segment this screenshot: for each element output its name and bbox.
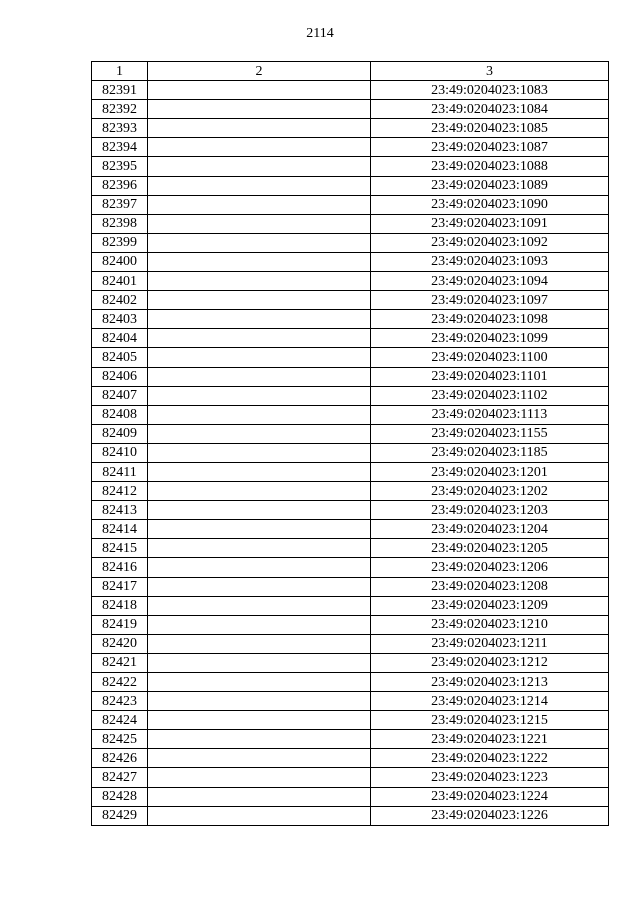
table-row (92, 386, 609, 405)
row-number-cell: 82395 (92, 157, 148, 176)
cadastral-number-cell: 23:49:0204023:1091 (371, 214, 609, 233)
row-number-cell: 82409 (92, 424, 148, 443)
cadastral-number-cell: 23:49:0204023:1113 (371, 405, 609, 424)
row-number-cell: 82407 (92, 386, 148, 405)
row-number-cell: 82429 (92, 806, 148, 825)
cadastral-number-cell: 23:49:0204023:1102 (371, 386, 609, 405)
table-row (92, 310, 609, 329)
row-empty-cell (148, 673, 371, 692)
table-row (92, 367, 609, 386)
table-row (92, 119, 609, 138)
row-empty-cell (148, 176, 371, 195)
row-number-cell: 82427 (92, 768, 148, 787)
table-row (92, 329, 609, 348)
row-empty-cell (148, 310, 371, 329)
cadastral-number-cell: 23:49:0204023:1214 (371, 692, 609, 711)
row-number-cell: 82399 (92, 233, 148, 252)
table-row (92, 653, 609, 672)
row-empty-cell (148, 787, 371, 806)
cadastral-number-cell: 23:49:0204023:1224 (371, 787, 609, 806)
table-row (92, 81, 609, 100)
row-number-cell: 82393 (92, 119, 148, 138)
row-number-cell: 82402 (92, 291, 148, 310)
table-body (92, 81, 609, 826)
cadastral-number-cell: 23:49:0204023:1202 (371, 482, 609, 501)
row-empty-cell (148, 424, 371, 443)
row-number-cell: 82425 (92, 730, 148, 749)
row-empty-cell (148, 252, 371, 271)
row-empty-cell (148, 100, 371, 119)
cadastral-number-cell: 23:49:0204023:1205 (371, 539, 609, 558)
table-row (92, 673, 609, 692)
table-row (92, 596, 609, 615)
table-row (92, 138, 609, 157)
table-row (92, 214, 609, 233)
row-number-cell: 82419 (92, 615, 148, 634)
table-row (92, 233, 609, 252)
table-row (92, 405, 609, 424)
cadastral-number-cell: 23:49:0204023:1204 (371, 520, 609, 539)
table-row (92, 462, 609, 481)
registry-table (91, 61, 609, 826)
table-row (92, 558, 609, 577)
row-number-cell: 82420 (92, 634, 148, 653)
cadastral-number-cell: 23:49:0204023:1092 (371, 233, 609, 252)
row-empty-cell (148, 443, 371, 462)
row-empty-cell (148, 348, 371, 367)
row-number-cell: 82424 (92, 711, 148, 730)
table-row (92, 520, 609, 539)
row-empty-cell (148, 386, 371, 405)
table-row (92, 768, 609, 787)
row-number-cell: 82398 (92, 214, 148, 233)
row-empty-cell (148, 233, 371, 252)
row-empty-cell (148, 806, 371, 825)
row-number-cell: 82406 (92, 367, 148, 386)
row-empty-cell (148, 501, 371, 520)
cadastral-number-cell: 23:49:0204023:1203 (371, 501, 609, 520)
row-empty-cell (148, 329, 371, 348)
header-cell-2: 2 (148, 62, 371, 81)
row-empty-cell (148, 730, 371, 749)
row-number-cell: 82408 (92, 405, 148, 424)
row-empty-cell (148, 596, 371, 615)
row-empty-cell (148, 768, 371, 787)
cadastral-number-cell: 23:49:0204023:1206 (371, 558, 609, 577)
cadastral-number-cell: 23:49:0204023:1226 (371, 806, 609, 825)
table-row (92, 692, 609, 711)
cadastral-number-cell: 23:49:0204023:1211 (371, 634, 609, 653)
cadastral-number-cell: 23:49:0204023:1099 (371, 329, 609, 348)
table-row (92, 272, 609, 291)
cadastral-number-cell: 23:49:0204023:1209 (371, 596, 609, 615)
table-row (92, 634, 609, 653)
row-number-cell: 82422 (92, 673, 148, 692)
table-header (92, 62, 609, 81)
cadastral-number-cell: 23:49:0204023:1090 (371, 195, 609, 214)
table-row (92, 711, 609, 730)
row-empty-cell (148, 482, 371, 501)
row-empty-cell (148, 615, 371, 634)
cadastral-number-cell: 23:49:0204023:1094 (371, 272, 609, 291)
row-empty-cell (148, 520, 371, 539)
table-row (92, 787, 609, 806)
page-number: 2114 (306, 26, 334, 41)
row-number-cell: 82405 (92, 348, 148, 367)
row-empty-cell (148, 119, 371, 138)
table-row (92, 348, 609, 367)
row-number-cell: 82397 (92, 195, 148, 214)
cadastral-number-cell: 23:49:0204023:1087 (371, 138, 609, 157)
table-row (92, 482, 609, 501)
table-row (92, 443, 609, 462)
table-row (92, 539, 609, 558)
table-row (92, 501, 609, 520)
row-empty-cell (148, 272, 371, 291)
table-row (92, 176, 609, 195)
cadastral-number-cell: 23:49:0204023:1085 (371, 119, 609, 138)
row-empty-cell (148, 653, 371, 672)
row-number-cell: 82412 (92, 482, 148, 501)
header-cell-3: 3 (371, 62, 609, 81)
cadastral-number-cell: 23:49:0204023:1185 (371, 443, 609, 462)
cadastral-number-cell: 23:49:0204023:1215 (371, 711, 609, 730)
row-empty-cell (148, 558, 371, 577)
cadastral-number-cell: 23:49:0204023:1101 (371, 367, 609, 386)
row-empty-cell (148, 195, 371, 214)
row-number-cell: 82396 (92, 176, 148, 195)
row-number-cell: 82403 (92, 310, 148, 329)
row-empty-cell (148, 462, 371, 481)
row-number-cell: 82421 (92, 653, 148, 672)
row-empty-cell (148, 711, 371, 730)
cadastral-number-cell: 23:49:0204023:1221 (371, 730, 609, 749)
cadastral-number-cell: 23:49:0204023:1093 (371, 252, 609, 271)
row-empty-cell (148, 138, 371, 157)
row-number-cell: 82418 (92, 596, 148, 615)
row-empty-cell (148, 367, 371, 386)
row-number-cell: 82391 (92, 81, 148, 100)
row-number-cell: 82416 (92, 558, 148, 577)
header-cell-1: 1 (92, 62, 148, 81)
row-number-cell: 82392 (92, 100, 148, 119)
table-row (92, 100, 609, 119)
table-row (92, 291, 609, 310)
cadastral-number-cell: 23:49:0204023:1100 (371, 348, 609, 367)
row-empty-cell (148, 214, 371, 233)
row-empty-cell (148, 157, 371, 176)
row-empty-cell (148, 405, 371, 424)
row-empty-cell (148, 749, 371, 768)
cadastral-number-cell: 23:49:0204023:1213 (371, 673, 609, 692)
cadastral-number-cell: 23:49:0204023:1088 (371, 157, 609, 176)
table-row (92, 749, 609, 768)
row-number-cell: 82428 (92, 787, 148, 806)
row-number-cell: 82400 (92, 252, 148, 271)
row-number-cell: 82423 (92, 692, 148, 711)
row-empty-cell (148, 692, 371, 711)
cadastral-number-cell: 23:49:0204023:1212 (371, 653, 609, 672)
cadastral-number-cell: 23:49:0204023:1083 (371, 81, 609, 100)
row-number-cell: 82410 (92, 443, 148, 462)
cadastral-number-cell: 23:49:0204023:1084 (371, 100, 609, 119)
cadastral-number-cell: 23:49:0204023:1223 (371, 768, 609, 787)
cadastral-number-cell: 23:49:0204023:1098 (371, 310, 609, 329)
cadastral-number-cell: 23:49:0204023:1201 (371, 462, 609, 481)
table-row (92, 615, 609, 634)
cadastral-number-cell: 23:49:0204023:1155 (371, 424, 609, 443)
row-number-cell: 82394 (92, 138, 148, 157)
cadastral-number-cell: 23:49:0204023:1089 (371, 176, 609, 195)
row-number-cell: 82411 (92, 462, 148, 481)
row-empty-cell (148, 539, 371, 558)
row-number-cell: 82417 (92, 577, 148, 596)
row-number-cell: 82404 (92, 329, 148, 348)
table-row (92, 806, 609, 825)
header-row (92, 62, 609, 81)
cadastral-number-cell: 23:49:0204023:1222 (371, 749, 609, 768)
table-row (92, 424, 609, 443)
row-empty-cell (148, 291, 371, 310)
row-number-cell: 82426 (92, 749, 148, 768)
row-number-cell: 82401 (92, 272, 148, 291)
table-row (92, 730, 609, 749)
row-empty-cell (148, 577, 371, 596)
row-empty-cell (148, 81, 371, 100)
row-number-cell: 82414 (92, 520, 148, 539)
row-number-cell: 82415 (92, 539, 148, 558)
table-row (92, 577, 609, 596)
cadastral-number-cell: 23:49:0204023:1097 (371, 291, 609, 310)
row-empty-cell (148, 634, 371, 653)
row-number-cell: 82413 (92, 501, 148, 520)
table-row (92, 195, 609, 214)
table-row (92, 157, 609, 176)
cadastral-number-cell: 23:49:0204023:1208 (371, 577, 609, 596)
table-row (92, 252, 609, 271)
cadastral-number-cell: 23:49:0204023:1210 (371, 615, 609, 634)
